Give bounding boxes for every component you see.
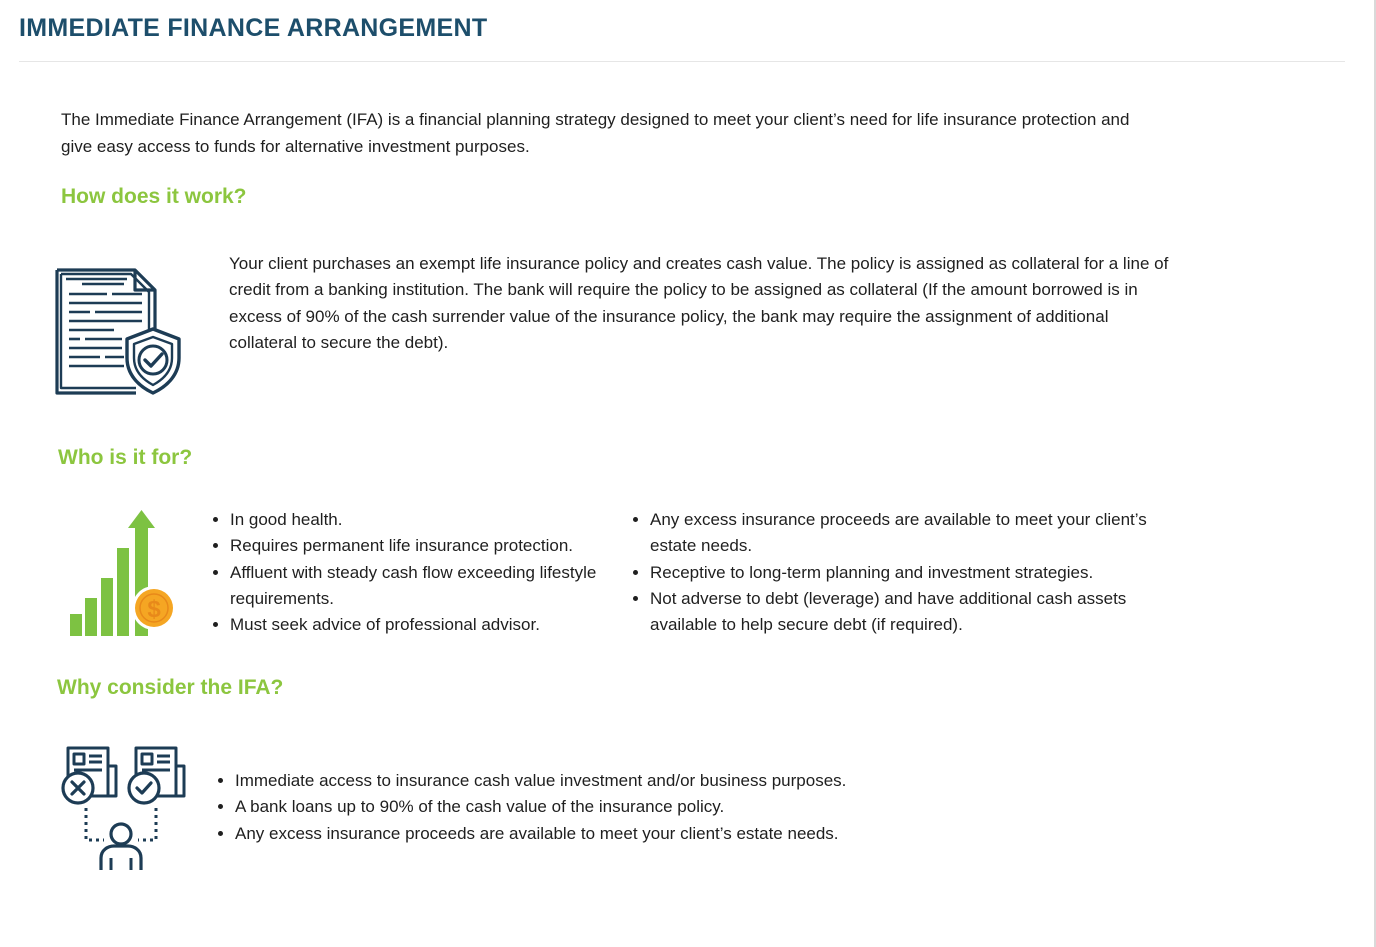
list-item: • Affluent with steady cash flow exceeding lifestyle requirements. [230,560,630,613]
decision-person-icon [56,744,188,874]
insurance-document-shield-icon [52,265,186,399]
svg-text:$: $ [147,596,161,623]
why-heading: Why consider the IFA? [57,676,284,699]
who-list-left [210,507,630,638]
growth-chart-coin-icon [66,508,182,640]
intro-paragraph: The Immediate Finance Arrangement (IFA) is a financial planning strategy designed to meet your client’s need for life insurance protection and give easy access to funds for alternative investment purposes. [61,110,1130,156]
why-list [215,768,1135,847]
list-item: • Requires permanent life insurance protection. [230,533,630,559]
list-item: • Not adverse to debt (leverage) and have additional cash assets available to help secure debt (if required). [650,586,1170,639]
title-divider [19,61,1345,62]
list-item: • In good health. [230,507,630,533]
list-item: • Receptive to long-term planning and investment strategies. [650,560,1170,586]
how-heading: How does it work? [61,185,247,208]
who-heading: Who is it for? [58,446,193,469]
list-item: • Immediate access to insurance cash value investment and/or business purposes. [235,768,1135,794]
list-item: • Must seek advice of professional advisor. [230,612,630,638]
list-item: • A bank loans up to 90% of the cash value of the insurance policy. [235,794,1135,820]
list-item: • Any excess insurance proceeds are available to meet your client’s estate needs. [235,821,1135,847]
list-item: • Any excess insurance proceeds are available to meet your client’s estate needs. [650,507,1170,560]
how-description: Your client purchases an exempt life insurance policy and creates cash value. The policy is assigned as collateral for a line of credit from a banking institution. The bank will require the policy to be assigned as collateral (If the amount borrowed is in excess of 90% of the cash surrender value of the insurance policy, the bank may require the assignment of additional collateral to secure the debt). [229,254,1169,352]
page-title: IMMEDIATE FINANCE ARRANGEMENT [19,14,488,42]
who-list-right [630,507,1170,638]
